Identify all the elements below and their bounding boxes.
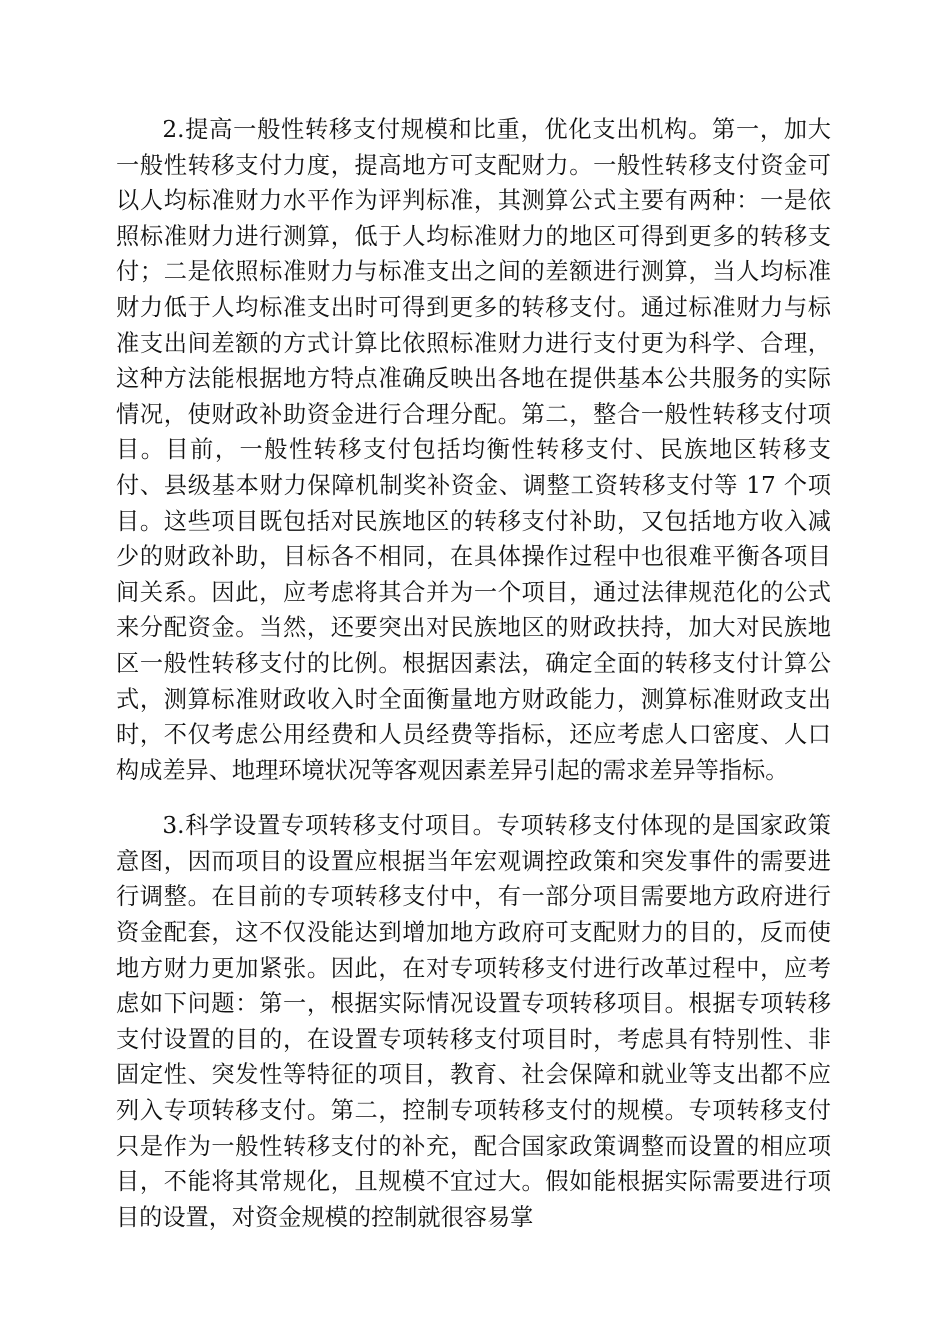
document-page <box>116 112 831 1235</box>
paragraph-general-transfer: 2.提高一般性转移支付规模和比重，优化支出机构。第一，加大一般性转移支付力度，提高地方可支配财力。一般性转移支付资金可以人均标准财力水平作为评判标准，其测算公式主要有两种：一是依照标准财力进行测算，低于人均标准财力的地区可得到更多的转移支付；二是依照标准财力与标准支出之间的差额进行测算，当人均标准财力低于人均标准支出时可得到更多的转移支付。通过标准财力与标准支出间差额的方式计算比依照标准财力进行支付更为科学、合理，这种方法能根据地方特点准确反映出各地在提供基本公共服务的实际情况，使财政补助资金进行合理分配。第二，整合一般性转移支付项目。目前，一般性转移支付包括均衡性转移支付、民族地区转移支付、县级基本财力保障机制奖补资金、调整工资转移支付等 17 个项目。这些项目既包括对民族地区的转移支付补助，又包括地方收入减少的财政补助，目标各不相同，在具体操作过程中也很难平衡各项目间关系。因此，应考虑将其合并为一个项目，通过法律规范化的公式来分配资金。当然，还要突出对民族地区的财政扶持，加大对民族地区一般性转移支付的比例。根据因素法，确定全面的转移支付计算公式，测算标准财政收入时全面衡量地方财政能力，测算标准财政支出时，不仅考虑公用经费和人员经费等指标，还应考虑人口密度、人口构成差异、地理环境状况等客观因素差异引起的需求差异等指标。 <box>116 116 831 784</box>
paragraph-special-transfer: 3.科学设置专项转移支付项目。专项转移支付体现的是国家政策意图，因而项目的设置应根据当年宏观调控政策和突发事件的需要进行调整。在目前的专项转移支付中，有一部分项目需要地方政府进行资金配套，这不仅没能达到增加地方政府可支配财力的目的，反而使地方财力更加紧张。因此，在对专项转移支付进行改革过程中，应考虑如下问题：第一，根据实际情况设置专项转移项目。根据专项转移支付设置的目的，在设置专项转移支付项目时，考虑具有特别性、非固定性、突发性等特征的项目，教育、社会保障和就业等支出都不应列入专项转移支付。第二，控制专项转移支付的规模。专项转移支付只是作为一般性转移支付的补充，配合国家政策调整而设置的相应项目，不能将其常规化，且规模不宜过大。假如能根据实际需要进行项目的设置，对资金规模的控制就很容易掌 <box>116 812 831 1231</box>
